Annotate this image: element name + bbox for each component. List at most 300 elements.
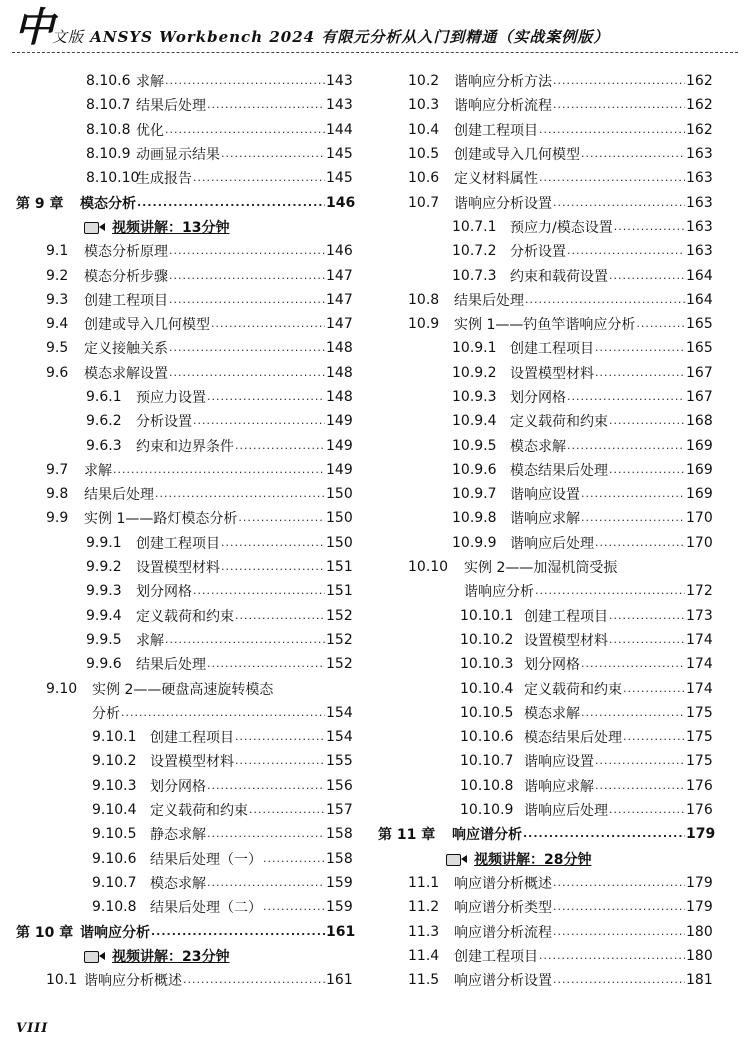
toc-entry[interactable]: [16, 506, 352, 530]
toc-entry[interactable]: [16, 895, 352, 919]
entry-title: 响应谱分析设置: [454, 973, 552, 990]
toc-entry[interactable]: [16, 433, 352, 457]
toc-entry[interactable]: [378, 895, 712, 919]
toc-entry[interactable]: [16, 482, 352, 506]
entry-number: 10.9.9: [452, 534, 497, 551]
entry-number: 10.9.4: [452, 413, 497, 430]
leader-dots: [581, 487, 685, 501]
entry-title: 创建工程项目: [150, 730, 234, 747]
title-prefix: 文版: [52, 28, 85, 46]
toc-entry[interactable]: [378, 288, 712, 312]
toc-entry[interactable]: [16, 676, 352, 700]
toc-entry[interactable]: [378, 798, 712, 822]
entry-title: 静态求解: [150, 827, 206, 844]
toc-entry[interactable]: [378, 579, 712, 603]
entry-title: 定义载荷和约束: [150, 803, 248, 820]
page-number: 151: [326, 559, 353, 576]
leader-dots: [539, 949, 685, 963]
leader-dots: [155, 487, 325, 501]
leader-dots: [183, 973, 325, 987]
leader-dots: [207, 876, 325, 890]
toc-entry[interactable]: [16, 336, 352, 360]
entry-number: 10.9.2: [452, 364, 497, 381]
page-number: 159: [326, 899, 353, 916]
leader-dots: [207, 779, 325, 793]
entry-title: 响应谱分析流程: [454, 924, 552, 941]
toc-entry[interactable]: [16, 774, 352, 798]
entry-number: 9.6: [46, 364, 69, 381]
toc-entry[interactable]: [16, 531, 352, 555]
entry-number: 9.10.4: [92, 802, 137, 819]
leader-dots: [623, 730, 685, 744]
entry-number: 9.6.2: [86, 413, 122, 430]
toc-entry[interactable]: [378, 458, 712, 482]
page-number: 149: [326, 461, 353, 478]
toc-entry[interactable]: [378, 774, 712, 798]
entry-title: 模态求解设置: [84, 365, 168, 382]
toc-entry[interactable]: [378, 312, 712, 336]
leader-dots: [581, 657, 685, 671]
page-number: 152: [326, 607, 353, 624]
entry-number: 9.10.2: [92, 753, 137, 770]
leader-dots: [614, 220, 685, 234]
page-number: 169: [686, 437, 713, 454]
entry-title: 响应谱分析: [452, 827, 522, 844]
page-number: 173: [686, 607, 713, 624]
leader-dots: [235, 730, 325, 744]
leader-dots: [525, 293, 685, 307]
page-number: 180: [686, 923, 713, 940]
toc-entry[interactable]: [378, 215, 712, 239]
toc-entry[interactable]: [378, 166, 712, 190]
leader-dots: [235, 609, 325, 623]
leader-dots: [193, 414, 325, 428]
toc-entry[interactable]: [378, 239, 712, 263]
leader-dots: [169, 341, 325, 355]
toc-column-left: [16, 69, 356, 992]
entry-number: 11.2: [408, 899, 440, 916]
page-number: 146: [326, 194, 356, 211]
leader-dots: [581, 706, 685, 720]
entry-title: 谐响应求解: [524, 778, 594, 795]
page-number: 179: [686, 826, 716, 843]
toc-entry[interactable]: [16, 555, 352, 579]
page-number: 175: [686, 729, 713, 746]
video-label: 视频讲解：28分钟: [474, 851, 592, 868]
page-number: 150: [326, 534, 353, 551]
page-number: 157: [326, 802, 353, 819]
toc-entry[interactable]: [378, 142, 712, 166]
entry-title: 分析设置: [136, 414, 192, 431]
entry-title: 划分网格: [136, 584, 192, 601]
video-label: 视频讲解：23分钟: [112, 948, 230, 965]
toc-entry[interactable]: [16, 93, 352, 117]
entry-title: 创建或导入几何模型: [454, 147, 580, 164]
leader-dots: [535, 584, 685, 598]
leader-dots: [193, 584, 325, 598]
leader-dots: [539, 171, 685, 185]
entry-number: 10.10.6: [460, 729, 514, 746]
page-number: 169: [686, 461, 713, 478]
chapter-entry[interactable]: [378, 822, 716, 846]
page-folio: VIII: [16, 1021, 49, 1036]
entry-title: 设置模型材料: [524, 632, 608, 649]
toc-entry[interactable]: [378, 676, 712, 700]
header-divider: [12, 52, 738, 53]
page-number: 158: [326, 826, 353, 843]
toc-entry[interactable]: [378, 69, 712, 93]
entry-number: 9.10.3: [92, 777, 137, 794]
entry-number: 10.4: [408, 121, 440, 138]
leader-dots: [595, 779, 685, 793]
leader-dots: [595, 754, 685, 768]
page-number: 152: [326, 631, 353, 648]
leader-dots: [553, 973, 685, 987]
leader-dots: [553, 876, 685, 890]
toc-entry[interactable]: [16, 409, 352, 433]
toc-entry[interactable]: [378, 555, 712, 579]
entry-number: 9.3: [46, 291, 69, 308]
leader-dots: [609, 633, 685, 647]
entry-title: 模态求解: [524, 705, 580, 722]
entry-number: 9.5: [46, 340, 69, 357]
leader-dots: [595, 366, 685, 380]
page-number: 165: [686, 340, 713, 357]
toc-entry[interactable]: [378, 871, 712, 895]
video-note: [16, 944, 352, 968]
entry-title: 结果后处理（二）: [150, 900, 262, 917]
entry-title: 模态分析原理: [84, 244, 168, 261]
entry-number: 10.7: [408, 194, 440, 211]
leader-dots: [137, 196, 325, 210]
entry-number: 10.2: [408, 73, 440, 90]
toc-entry[interactable]: [378, 361, 712, 385]
leader-dots: [609, 463, 685, 477]
entry-title: 实例 1——钓鱼竿谐响应分析: [454, 317, 636, 334]
toc-entry[interactable]: [16, 166, 352, 190]
leader-dots: [595, 536, 685, 550]
entry-number: 9.8: [46, 486, 69, 503]
page-number: 148: [326, 364, 353, 381]
entry-number: 10.9.1: [452, 340, 497, 357]
entry-number: 9.10.7: [92, 874, 137, 891]
entry-title: 生成报告: [136, 171, 192, 188]
entry-title: 谐响应后处理: [524, 803, 608, 820]
entry-title: 创建工程项目: [84, 292, 168, 309]
entry-title: 设置模型材料: [150, 754, 234, 771]
toc-entry[interactable]: [378, 506, 712, 530]
toc-entry[interactable]: [378, 749, 712, 773]
leader-dots: [567, 390, 685, 404]
page-number: 163: [686, 194, 713, 211]
toc-entry[interactable]: [16, 749, 352, 773]
toc-entry[interactable]: [16, 628, 352, 652]
video-camera-icon: [446, 852, 468, 866]
entry-title: 创建工程项目: [136, 535, 220, 552]
entry-title: 定义载荷和约束: [510, 414, 608, 431]
page-number: 163: [686, 218, 713, 235]
entry-title: 划分网格: [524, 657, 580, 674]
page-number: 143: [326, 73, 353, 90]
toc-entry[interactable]: [16, 142, 352, 166]
entry-title: 划分网格: [510, 390, 566, 406]
leader-dots: [581, 511, 685, 525]
page-number: 154: [326, 704, 353, 721]
entry-title: 谐响应分析概述: [84, 973, 182, 990]
leader-dots: [249, 803, 325, 817]
page-number: 168: [686, 413, 713, 430]
entry-number: 10.7.2: [452, 243, 497, 260]
page-number: 147: [326, 267, 353, 284]
toc-entry[interactable]: [378, 919, 712, 943]
entry-number: 10.10.9: [460, 802, 514, 819]
page-number: 145: [326, 170, 353, 187]
toc-entry[interactable]: [16, 69, 352, 93]
page-number: 170: [686, 510, 713, 527]
page-number: 179: [686, 899, 713, 916]
entry-number: 11.4: [408, 947, 440, 964]
video-note: [16, 215, 352, 239]
toc-column-right: [378, 69, 716, 992]
entry-title: 创建工程项目: [454, 948, 538, 965]
entry-number: 9.9.1: [86, 534, 122, 551]
entry-title: 设置模型材料: [136, 560, 220, 577]
leader-dots: [238, 511, 325, 525]
page-number: 174: [686, 656, 713, 673]
entry-title: 响应谱分析类型: [454, 900, 552, 917]
leader-dots: [151, 925, 325, 939]
leader-dots: [595, 341, 685, 355]
page-number: 147: [326, 291, 353, 308]
page-number: 148: [326, 389, 353, 405]
toc-entry[interactable]: [16, 652, 352, 676]
toc-entry[interactable]: [16, 385, 352, 409]
entry-number: 9.6.1: [86, 389, 122, 405]
toc-entry[interactable]: [378, 604, 712, 628]
entry-number: 9.10.5: [92, 826, 137, 843]
chapter-entry[interactable]: [16, 190, 356, 214]
toc-entry[interactable]: [378, 93, 712, 117]
leader-dots: [169, 366, 325, 380]
entry-title: 创建或导入几何模型: [84, 317, 210, 334]
entry-number: 10.8: [408, 291, 440, 308]
toc-entry[interactable]: [16, 822, 352, 846]
entry-title: 约束和边界条件: [136, 438, 234, 455]
leader-dots: [553, 98, 685, 112]
entry-number: 第 10 章: [16, 924, 74, 941]
entry-title: 谐响应分析方法: [454, 74, 552, 91]
entry-title: 谐响应求解: [510, 511, 580, 528]
entry-title: 模态分析步骤: [84, 268, 168, 285]
entry-title: 定义接触关系: [84, 341, 168, 358]
entry-number: 10.10.1: [460, 607, 514, 624]
toc-entry[interactable]: [16, 871, 352, 895]
page-number: 159: [326, 874, 353, 891]
toc-entry[interactable]: [16, 798, 352, 822]
entry-title: 求解: [136, 74, 164, 91]
entry-title: 谐响应分析: [80, 924, 150, 941]
toc-entry[interactable]: [16, 847, 352, 871]
page-number: 152: [326, 656, 353, 673]
page-number: 155: [326, 753, 353, 770]
entry-title: 定义载荷和约束: [524, 681, 622, 698]
video-camera-icon: [84, 949, 106, 963]
toc-entry[interactable]: [16, 118, 352, 142]
toc-entry[interactable]: [16, 361, 352, 385]
entry-number: 10.7.3: [452, 267, 497, 284]
entry-title: 预应力/模态设置: [510, 219, 613, 236]
page-number: 163: [686, 170, 713, 187]
entry-number: 第 9 章: [16, 195, 64, 212]
entry-number: 8.10.7: [86, 97, 131, 114]
page-number: 156: [326, 777, 353, 794]
toc-entry[interactable]: [16, 701, 352, 725]
page-number: 154: [326, 729, 353, 746]
entry-title: 求解: [136, 632, 164, 649]
toc-entry[interactable]: [16, 604, 352, 628]
page-number: 174: [686, 631, 713, 648]
toc-entry[interactable]: [378, 433, 712, 457]
toc-entry[interactable]: [378, 118, 712, 142]
entry-title: 分析设置: [510, 244, 566, 261]
toc-entry[interactable]: [16, 263, 352, 287]
leader-dots: [113, 463, 325, 477]
entry-number: 11.3: [408, 923, 440, 940]
toc-entry[interactable]: [16, 579, 352, 603]
entry-title: 实例 1——路灯模态分析: [84, 511, 238, 528]
video-note: [378, 847, 712, 871]
entry-number: 9.10: [46, 680, 78, 697]
entry-number: 9.1: [46, 243, 69, 260]
page-number: 169: [686, 486, 713, 503]
entry-number: 10.9.7: [452, 486, 497, 503]
entry-title: 模态求解: [150, 875, 206, 892]
entry-number: 11.1: [408, 874, 440, 891]
page-number: 146: [326, 243, 353, 260]
page-number: 164: [686, 267, 713, 284]
leader-dots: [553, 925, 685, 939]
entry-title: 模态求解: [510, 438, 566, 455]
page-number: 179: [686, 874, 713, 891]
entry-number: 9.9.6: [86, 656, 122, 673]
page-number: 150: [326, 510, 353, 527]
entry-title: 创建工程项目: [454, 122, 538, 139]
entry-number: 10.10.3: [460, 656, 514, 673]
leader-dots: [169, 244, 325, 258]
entry-number: 9.2: [46, 267, 69, 284]
leader-dots: [523, 827, 685, 841]
entry-title: 谐响应设置: [524, 754, 594, 771]
entry-title: 模态分析: [80, 195, 136, 212]
leader-dots: [235, 754, 325, 768]
page-number: 175: [686, 753, 713, 770]
toc-entry[interactable]: [16, 458, 352, 482]
leader-dots: [567, 439, 685, 453]
entry-title: 求解: [84, 462, 112, 479]
entry-title: 划分网格: [150, 778, 206, 795]
entry-number: 10.9.5: [452, 437, 497, 454]
toc-entry[interactable]: [378, 190, 712, 214]
page-number: 176: [686, 777, 713, 794]
entry-title: 结果后处理: [84, 487, 154, 504]
page-number: 172: [686, 583, 713, 600]
entry-number: 10.10: [408, 559, 449, 576]
toc-entry[interactable]: [378, 482, 712, 506]
chapter-entry[interactable]: [16, 919, 356, 943]
entry-number: 8.10.9: [86, 146, 131, 163]
page-number: 167: [686, 364, 713, 381]
toc-entry[interactable]: [16, 288, 352, 312]
entry-number: 10.10.4: [460, 680, 514, 697]
entry-number: 9.10.8: [92, 899, 137, 916]
page-number: 150: [326, 486, 353, 503]
page-number: 170: [686, 534, 713, 551]
entry-title: 谐响应分析流程: [454, 98, 552, 115]
leader-dots: [553, 196, 685, 210]
entry-number: 8.10.8: [86, 121, 131, 138]
toc-entry[interactable]: [378, 385, 712, 409]
entry-number: 10.1: [46, 972, 78, 989]
entry-number: 10.10.5: [460, 704, 514, 721]
toc-entry[interactable]: [378, 944, 712, 968]
entry-number: 9.9: [46, 510, 69, 527]
toc-entry[interactable]: [16, 312, 352, 336]
leader-dots: [553, 900, 685, 914]
entry-number: 9.9.5: [86, 631, 122, 648]
toc-entry[interactable]: [378, 531, 712, 555]
page-number: 161: [326, 923, 356, 940]
leader-dots: [207, 827, 325, 841]
leader-dots: [623, 682, 685, 696]
page-number: 176: [686, 802, 713, 819]
toc-entry[interactable]: [16, 725, 352, 749]
page-number: 161: [326, 972, 353, 989]
toc-entry[interactable]: [378, 652, 712, 676]
page-number: 180: [686, 947, 713, 964]
leader-dots: [207, 390, 325, 404]
toc-entry[interactable]: [16, 968, 352, 992]
entry-number: 10.10.7: [460, 753, 514, 770]
toc-entry[interactable]: [378, 336, 712, 360]
entry-number: 10.3: [408, 97, 440, 114]
toc-entry[interactable]: [378, 263, 712, 287]
toc-entry[interactable]: [378, 701, 712, 725]
toc-entry[interactable]: [16, 239, 352, 263]
entry-number: 9.9.3: [86, 583, 122, 600]
toc-entry[interactable]: [378, 968, 712, 992]
video-camera-icon: [84, 220, 106, 234]
leader-dots: [221, 560, 325, 574]
page-number: 163: [686, 146, 713, 163]
leader-dots: [207, 657, 325, 671]
entry-number: 10.10.8: [460, 777, 514, 794]
toc-entry[interactable]: [378, 725, 712, 749]
page-number: 148: [326, 340, 353, 357]
entry-number: 10.7.1: [452, 218, 497, 235]
leader-dots: [263, 900, 325, 914]
leader-dots: [193, 171, 325, 185]
entry-title: 谐响应分析设置: [454, 195, 552, 212]
entry-title: 结果后处理（一）: [150, 851, 262, 868]
entry-title: 预应力设置: [136, 390, 206, 406]
leader-dots: [581, 147, 685, 161]
entry-number: 8.10.10: [86, 170, 140, 187]
toc-entry[interactable]: [378, 628, 712, 652]
entry-title: 设置模型材料: [510, 365, 594, 382]
entry-title: 动画显示结果: [136, 147, 220, 164]
toc-entry[interactable]: [378, 409, 712, 433]
entry-title: 创建工程项目: [510, 341, 594, 358]
